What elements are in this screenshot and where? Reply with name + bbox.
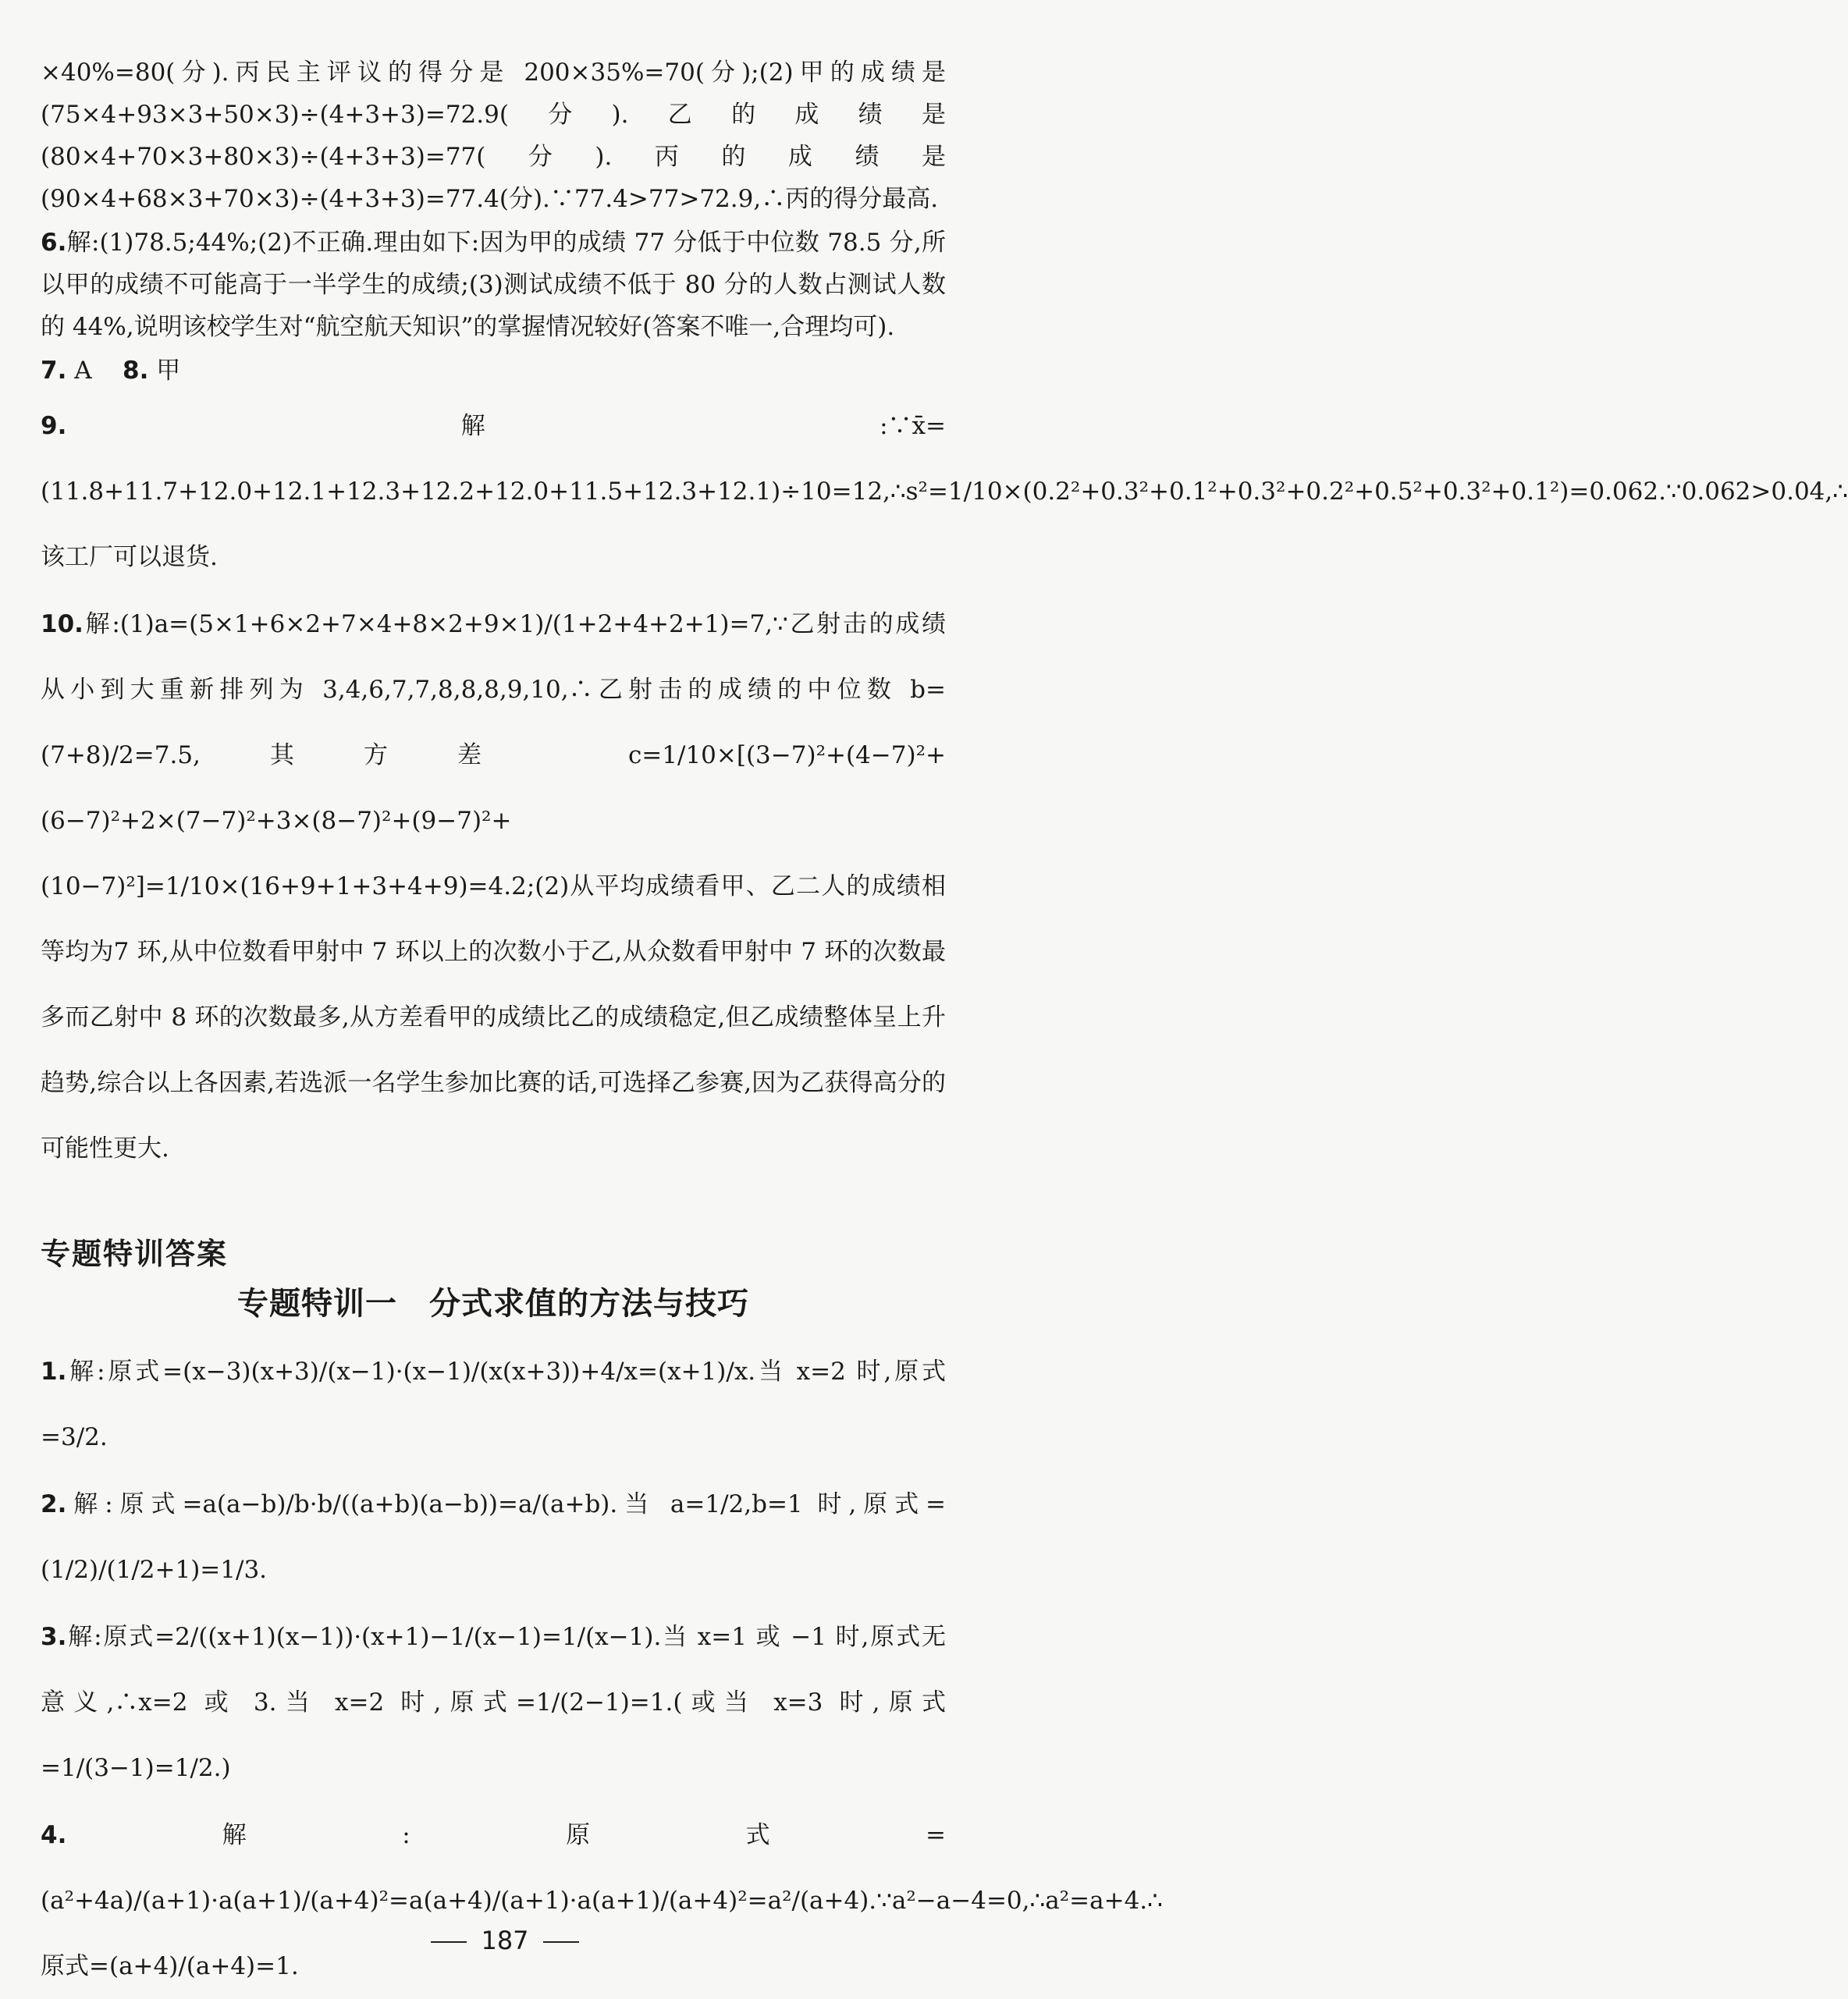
answer-7-number: 7. — [41, 357, 67, 385]
special-answer-3-number: 3. — [41, 1623, 67, 1651]
special-answer-4-text: 解:原式=(a²+4a)/(a+1)·a(a+1)/(a+4)²=a(a+4)/(a+1)·a(a+1)/(a+4)²=a²/(a+4).∵a²−a−4=0,∴a²=a+4.∴原式=(a+4)/(a+4)=1. — [41, 1821, 1163, 1980]
page-number — [0, 1926, 1010, 1955]
special-answer-1 — [41, 1339, 946, 1470]
answer-7-8 — [41, 350, 946, 392]
special-answer-1-number: 1. — [41, 1358, 67, 1386]
answer-6 — [41, 222, 946, 348]
answer-7-text: A — [74, 357, 92, 385]
answer-5-text: ×40%=80(分).丙民主评议的得分是 200×35%=70(分);(2)甲的成绩是(75×4+93×3+50×3)÷(4+3+3)=72.9(分).乙的成绩是(80×4+70×3+80×3)÷(4+3+3)=77(分).丙的成绩是(90×4+68×3+70×3)÷(4+3+3)=77.4(分).∵77.4>77>72.9,∴丙的得分最高. — [41, 59, 946, 213]
answer-6-number: 6. — [41, 229, 67, 257]
answer-10 — [41, 591, 946, 1181]
sub-heading: 专题特训一 分式求值的方法与技巧 — [237, 1286, 749, 1322]
page-number-value: 187 — [481, 1926, 529, 1955]
answer-9-text: 解:∵x̄=(11.8+11.7+12.0+12.1+12.3+12.2+12.0+11.5+12.3+12.1)÷10=12,∴s²=1/10×(0.2²+0.3²+0.1²+0.3²+0.2²+0.5²+0.3²+0.1²)=0.062.∵0.062>0.04,∴该工厂可以退货. — [41, 412, 1848, 571]
answer-8-number: 8. — [123, 357, 149, 385]
answer-8-text: 甲 — [156, 357, 181, 385]
answer-10-text: 解:(1)a=(5×1+6×2+7×4+8×2+9×1)/(1+2+4+2+1)=7,∵乙射击的成绩从小到大重新排列为 3,4,6,7,7,8,8,8,9,10,∴乙射击的成绩的中位数 b=(7+8)/2=7.5,其方差 c=1/10×[(3−7)²+(4−7)²+(6−7)²+2×(7−7)²+3×(8−7)²+(9−7)²+(10−7)²]=1/10×(16+9+1+3+4+9)=4.2;(2)从平均成绩看甲、乙二人的成绩相等均为7 环,从中位数看甲射中 7 环以上的次数小于乙,从众数看甲射中 7 环的次数最多而乙射中 8 环的次数最多,从方差看甲的成绩比乙的成绩稳定,但乙成绩整体呈上升趋势,综合以上各因素,若选派一名学生参加比赛的话,可选择乙参赛,因为乙获得高分的可能性更大. — [41, 610, 946, 1163]
special-answer-3 — [41, 1604, 946, 1801]
answer-9-number: 9. — [41, 412, 67, 440]
special-answer-2-text: 解:原式=a(a−b)/b·b/((a+b)(a−b))=a/(a+b).当 a=1/2,b=1 时,原式=(1/2)/(1/2+1)=1/3. — [41, 1490, 946, 1584]
special-answer-3-text: 解:原式=2/((x+1)(x−1))·(x+1)−1/(x−1)=1/(x−1).当 x=1 或 −1 时,原式无意义,∴x=2 或 3.当 x=2 时,原式=1/(2−1)=1.(或当 x=3 时,原式=1/(3−1)=1/2.) — [41, 1623, 946, 1782]
answer-page — [41, 51, 1848, 1999]
page-number-right-dash — [543, 1941, 579, 1943]
answer-6-text: 解:(1)78.5;44%;(2)不正确.理由如下:因为甲的成绩 77 分低于中位数 78.5 分,所以甲的成绩不可能高于一半学生的成绩;(3)测试成绩不低于 80 分的人数占测试人数的 44%,说明该校学生对“航空航天知识”的掌握情况较好(答案不唯一,合理均可). — [41, 229, 946, 341]
page-number-left-dash — [431, 1941, 467, 1943]
answer-10-number: 10. — [41, 610, 84, 638]
answer-5-continued — [41, 51, 946, 220]
special-answer-2-number: 2. — [41, 1490, 67, 1518]
special-answer-1-text: 解:原式=(x−3)(x+3)/(x−1)·(x−1)/(x(x+3))+4/x=(x+1)/x.当 x=2 时,原式=3/2. — [41, 1358, 946, 1451]
special-answer-2 — [41, 1472, 946, 1603]
section-heading: 专题特训答案 — [41, 1237, 229, 1271]
answer-9 — [41, 393, 1848, 590]
special-answer-4-number: 4. — [41, 1821, 67, 1849]
special-answer-4 — [41, 1802, 1163, 1999]
